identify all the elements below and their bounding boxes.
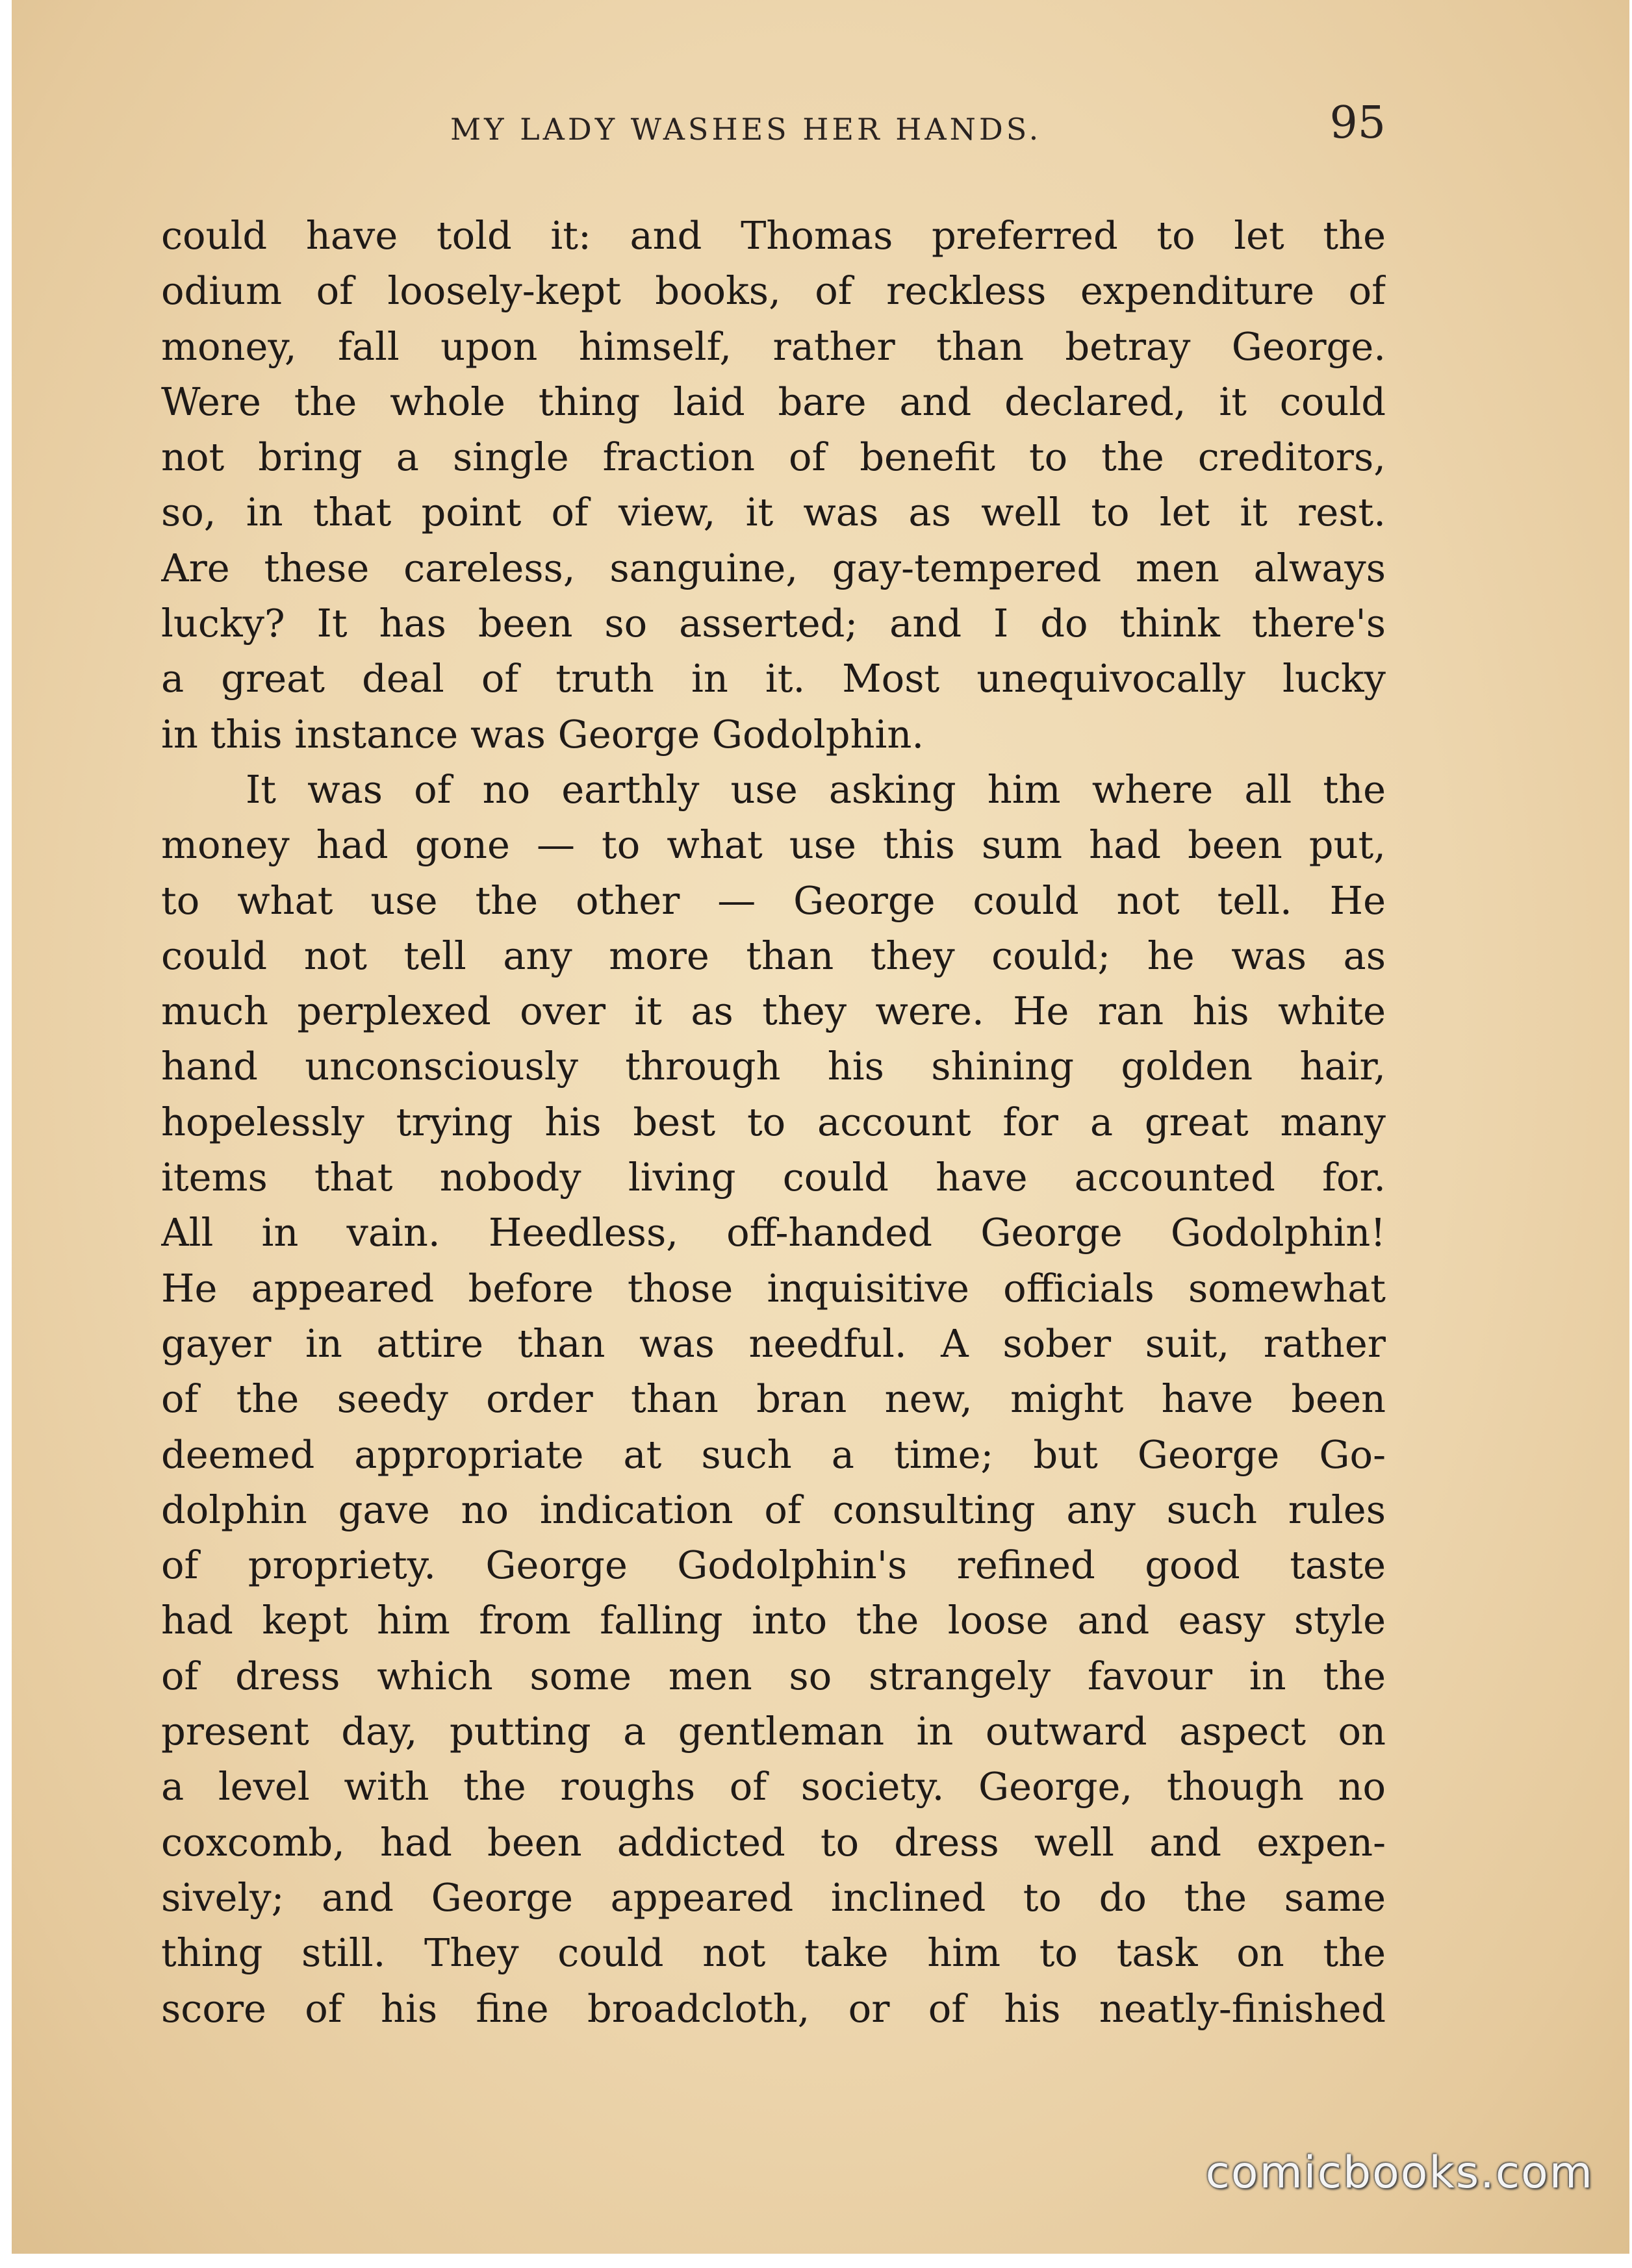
text-line: not bring a single fraction of benefit to the creditors, [161,435,1386,480]
text-line: odium of loosely-kept books, of reckless expenditure of [161,268,1386,314]
body-text [161,208,1386,2036]
text-line: score of his fine broadcloth, or of his neatly-finished [161,1985,1386,2031]
text-line: in this instance was George Godolphin. [161,711,924,757]
text-line: hopelessly trying his best to account for a great many [161,1099,1386,1144]
watermark: comicbooks.com [1205,2147,1594,2199]
text-line: coxcomb, had been addicted to dress well and expen- [161,1819,1386,1865]
page-number: 95 [1329,97,1386,149]
text-line: sively; and George appeared inclined to do the same [161,1874,1386,1920]
text-line: All in vain. Heedless, off-handed George Godolphin! [161,1210,1386,1255]
text-line: deemed appropriate at such a time; but George Go- [161,1431,1386,1477]
text-line: hand unconsciously through his shining golden hair, [161,1044,1386,1089]
text-line: lucky? It has been so asserted; and I do think there's [161,601,1386,646]
text-line: of propriety. George Godolphin's refined good taste [161,1543,1386,1588]
text-line: dolphin gave no indication of consulting any such rules [161,1487,1386,1532]
text-line: could have told it: and Thomas preferred to let the [161,213,1386,258]
running-head: MY LADY WASHES HER HANDS. [450,112,1042,147]
text-line: present day, putting a gentleman in outward aspect on [161,1709,1386,1754]
text-line: money, fall upon himself, rather than betray George. [161,323,1386,369]
text-line: to what use the other — George could not tell. He [161,877,1386,923]
text-line: so, in that point of view, it was as well to let it rest. [161,490,1386,535]
text-line: It was of no earthly use asking him where all the [246,766,1386,812]
text-line: much perplexed over it as they were. He ran his white [161,989,1386,1034]
text-line: of dress which some men so strangely favour in the [161,1653,1386,1698]
text-line: had kept him from falling into the loose and easy style [161,1598,1386,1643]
text-line: a level with the roughs of society. George, though no [161,1764,1386,1809]
text-line: Are these careless, sanguine, gay-tempered men always [161,545,1386,590]
text-line: He appeared before those inquisitive officials somewhat [161,1265,1386,1311]
text-line: of the seedy order than bran new, might have been [161,1376,1386,1422]
text-line: gayer in attire than was needful. A sober suit, rather [161,1320,1386,1366]
text-line: a great deal of truth in it. Most unequivocally lucky [161,656,1386,701]
text-line: items that nobody living could have accounted for. [161,1155,1386,1200]
text-line: could not tell any more than they could; he was as [161,933,1386,978]
book-page [12,0,1629,2254]
text-line: money had gone — to what use this sum had been put, [161,822,1386,868]
text-line: thing still. They could not take him to task on the [161,1930,1386,1976]
text-line: Were the whole thing laid bare and declared, it could [161,379,1386,424]
page-header [161,97,1386,175]
